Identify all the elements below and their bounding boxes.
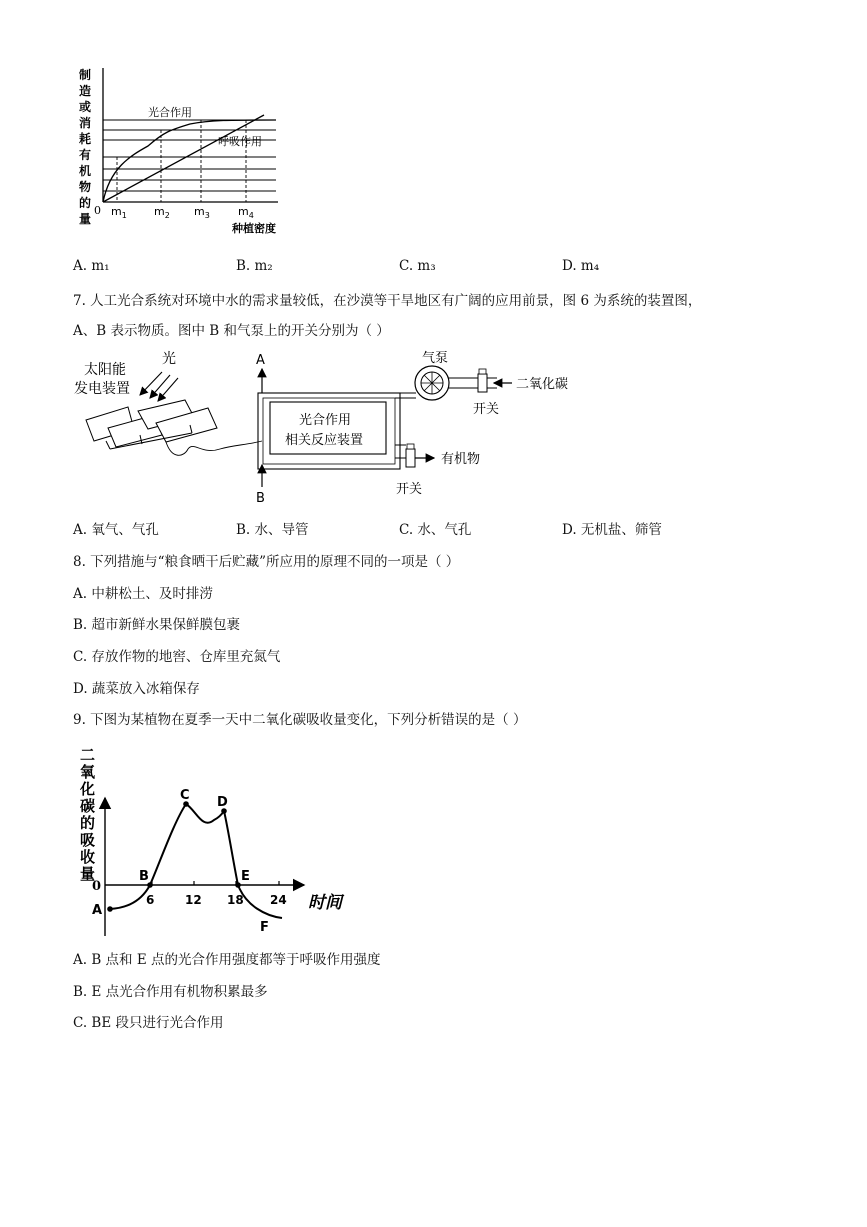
solar-panels: [86, 400, 217, 449]
x-tick: m: [194, 205, 205, 218]
q9-option-c: C. BE 段只进行光合作用: [73, 1015, 224, 1031]
organic-label: 有机物: [441, 452, 481, 467]
ylabel-char: 物: [79, 180, 92, 194]
respiration-label: 呼吸作用: [218, 135, 262, 148]
label-a: A: [256, 353, 265, 368]
wire: [166, 441, 262, 455]
point-label-c: C: [180, 788, 190, 803]
q8-option-a: A. 中耕松土、及时排涝: [73, 586, 213, 602]
q6-option-c: C. m₃: [399, 258, 436, 274]
ylabel-char: 量: [80, 865, 96, 883]
light-arrows: [140, 372, 178, 401]
q7-option-a: A. 氧气、气孔: [73, 522, 159, 538]
point-label-f: F: [260, 920, 269, 935]
q9-stem: 9. 下图为某植物在夏季一天中二氧化碳吸收量变化，下列分析错误的是（ ）: [73, 712, 527, 728]
point-label-b: B: [139, 869, 149, 884]
x-tick: 24: [270, 893, 287, 907]
ylabel-char: 制: [79, 68, 92, 82]
x-tick-sub: 2: [164, 211, 170, 220]
figure-apparatus: [70, 345, 590, 505]
x-tick-sub: 4: [248, 211, 254, 220]
x-tick: 18: [227, 893, 244, 907]
x-tick: m: [111, 205, 122, 218]
q6-option-d: D. m₄: [562, 258, 600, 274]
x-tick: m: [154, 205, 165, 218]
ylabel-char: 二: [80, 746, 96, 764]
figure-co2-chart: [70, 740, 360, 940]
point-label-d: D: [217, 795, 228, 810]
x-axis-label: 时间: [308, 893, 342, 913]
ylabel-char: 耗: [79, 132, 92, 146]
q7-option-b: B. 水、导管: [236, 522, 309, 538]
origin-label: 0: [94, 204, 101, 217]
curve-points: [107, 801, 241, 912]
q8-option-c: C. 存放作物的地窖、仓库里充氮气: [73, 649, 281, 665]
photosynthesis-curve: [103, 120, 276, 202]
x-tick: m: [238, 205, 249, 218]
svg-text:m3: [194, 205, 210, 220]
switch2-valve: [406, 449, 415, 467]
ylabel-char: 量: [79, 212, 92, 226]
x-tick-labels: [146, 893, 287, 907]
point-label-a: A: [92, 903, 103, 918]
y-axis-label: [79, 67, 91, 226]
x-tick-labels: [111, 205, 254, 220]
svg-text:m1: [111, 205, 127, 220]
ylabel-char: 氧: [80, 763, 96, 781]
origin-label: 0: [92, 879, 102, 894]
q9-option-b: B. E 点光合作用有机物积累最多: [73, 984, 268, 1000]
q7-stem-line2: A、B 表示物质。图中 B 和气泵上的开关分别为（ ）: [73, 323, 390, 339]
q7-option-c: C. 水、气孔: [399, 522, 472, 538]
q6-option-a: A. m₁: [73, 258, 110, 274]
q8-option-d: D. 蔬菜放入冰箱保存: [73, 681, 200, 697]
light-label: 光: [162, 351, 176, 367]
x-tick-sub: 1: [121, 211, 127, 220]
dashed-guides: [117, 120, 246, 202]
photosynthesis-label: 光合作用: [148, 106, 192, 119]
q8-option-b: B. 超市新鲜水果保鲜膜包裹: [73, 617, 241, 633]
reaction-box-line2: 相关反应装置: [285, 433, 364, 448]
ylabel-char: 化: [80, 780, 96, 798]
ylabel-char: 吸: [80, 831, 96, 849]
x-tick: 6: [146, 893, 155, 907]
ylabel-char: 的: [79, 196, 92, 210]
x-axis-label: 种植密度: [232, 222, 276, 235]
ylabel-char: 造: [79, 84, 92, 98]
y-axis-label: [79, 746, 96, 883]
switch1-valve: [478, 374, 487, 392]
reaction-box-line1: 光合作用: [299, 413, 352, 428]
figure-density-chart: [70, 60, 310, 240]
label-b: B: [256, 491, 265, 505]
co2-label: 二氧化碳: [516, 377, 569, 392]
q7-stem-line1: 7. 人工光合系统对环境中水的需求量较低，在沙漠等干旱地区有广阔的应用前景，图 6 为系统的装置图，: [73, 293, 702, 309]
switch1-label: 开关: [473, 402, 500, 417]
q6-option-b: B. m₂: [236, 258, 273, 274]
q7-option-d: D. 无机盐、筛管: [562, 522, 662, 538]
ylabel-char: 碳: [80, 797, 96, 815]
respiration-line: [103, 115, 264, 202]
q8-stem: 8. 下列措施与“粮食晒干后贮藏”所应用的原理不同的一项是（ ）: [73, 554, 460, 570]
ylabel-char: 机: [79, 164, 92, 178]
q9-option-a: A. B 点和 E 点的光合作用强度都等于呼吸作用强度: [73, 952, 381, 968]
svg-text:m2: [154, 205, 170, 220]
point-label-e: E: [241, 869, 250, 884]
x-tick-sub: 3: [204, 211, 210, 220]
solar-label-1: 太阳能: [84, 362, 126, 378]
ylabel-char: 的: [80, 814, 96, 832]
ylabel-char: 收: [80, 848, 96, 866]
solar-label-2: 发电装置: [74, 381, 130, 397]
ylabel-char: 或: [79, 100, 92, 114]
x-tick: 12: [185, 893, 202, 907]
svg-text:m4: [238, 205, 254, 220]
pump-label: 气泵: [422, 351, 449, 366]
ylabel-char: 有: [79, 148, 92, 162]
ylabel-char: 消: [79, 116, 92, 130]
switch2-label: 开关: [396, 482, 423, 497]
